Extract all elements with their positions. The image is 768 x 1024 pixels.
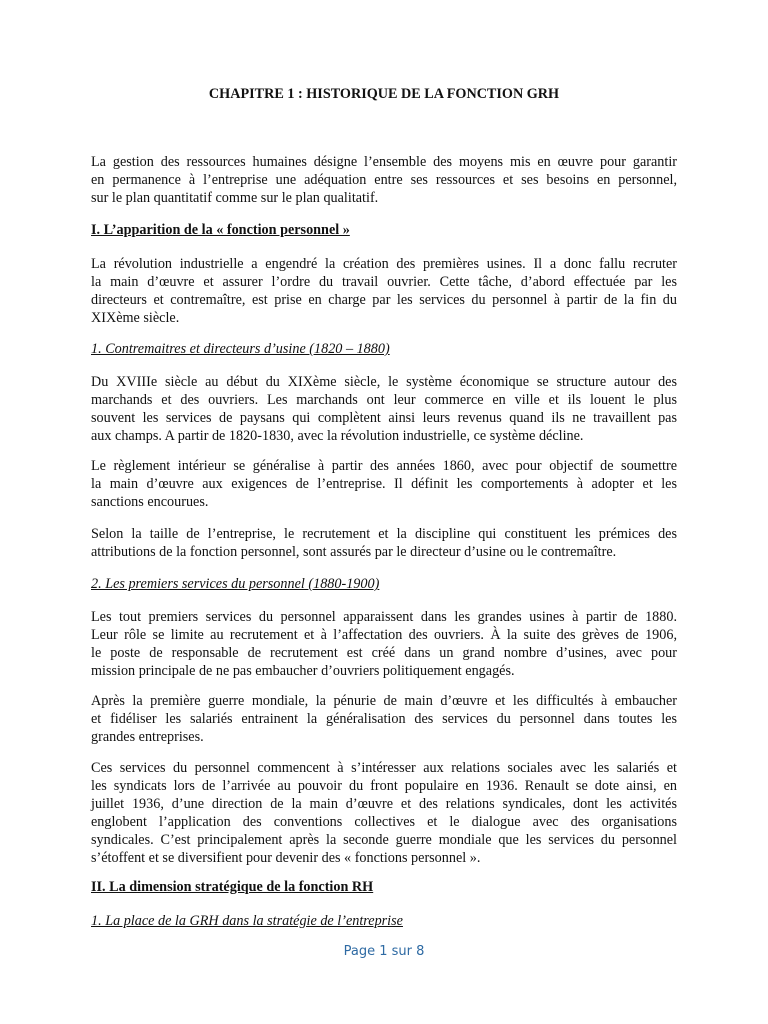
sub2-paragraph-2 xyxy=(91,692,677,746)
text-line: les syndicats lors de l’arrivée au pouvoir du front populaire en 1936. Renault se dote ainsi, en xyxy=(91,778,677,794)
text-line: sur le plan quantitatif comme sur le plan qualitatif. xyxy=(91,190,379,206)
text-line: en permanence à l’entreprise une adéquation entre ses ressources et ses besoins en personnel, xyxy=(91,172,677,188)
text-line: Le règlement intérieur se généralise à partir des années 1860, avec pour objectif de soumettre xyxy=(91,458,677,474)
text-line: directeurs et contremaître, est prise en charge par les services du personnel à partir de la fin du xyxy=(91,292,677,308)
section-heading-1: I. L’apparition de la « fonction personnel » xyxy=(91,222,350,238)
intro-paragraph xyxy=(91,153,677,207)
text-line: le poste de responsable de recrutement est créé dans un grand nombre d’usines, avec pour xyxy=(91,645,677,661)
text-line: Du XVIIIe siècle au début du XIXème siècle, le système économique se structure autour des xyxy=(91,374,677,390)
section-heading-2: II. La dimension stratégique de la fonction RH xyxy=(91,879,374,895)
text-line: la main d’œuvre et assurer l’ordre du travail ouvrier. Cette tâche, d’abord effectuée par les xyxy=(91,274,677,290)
text-line: syndicales. C’est principalement après la seconde guerre mondiale que les services du personnel xyxy=(91,832,677,848)
text-line: Ces services du personnel commencent à s’intéresser aux relations sociales avec les salariés et xyxy=(91,760,677,776)
sub2-paragraph-3 xyxy=(91,759,677,867)
text-line: marchands et des ouvriers. Les marchands ont leur commerce en ville et ils louent le plus xyxy=(91,392,677,408)
page-number-footer: Page 1 sur 8 xyxy=(343,944,425,959)
sub1-paragraph-2 xyxy=(91,457,677,511)
subsection-heading-1: 1. Contremaitres et directeurs d’usine (1820 – 1880) xyxy=(91,341,390,357)
text-line: englobent l’application des conventions collectives et le dialogue avec des organisations xyxy=(91,814,677,830)
text-line: attributions de la fonction personnel, sont assurés par le directeur d’usine ou le contremaître. xyxy=(91,544,617,560)
chapter-title: CHAPITRE 1 : HISTORIQUE DE LA FONCTION GRH xyxy=(208,86,560,102)
text-line: aux champs. A partir de 1820-1830, avec la révolution industrielle, ce système décline. xyxy=(91,428,584,444)
subsection-heading-3: 1. La place de la GRH dans la stratégie de l’entreprise xyxy=(91,913,403,929)
text-line: Les tout premiers services du personnel apparaissent dans les grandes usines à partir de 1880. xyxy=(91,609,677,625)
text-line: Leur rôle se limite au recrutement et à l’affectation des ouvriers. À la suite des grèves de 1906, xyxy=(91,627,677,643)
text-line: la main d’œuvre aux exigences de l’entreprise. Il définit les comportements à adopter et les xyxy=(91,476,677,492)
text-line: sanctions encourues. xyxy=(91,494,209,510)
sub1-paragraph-1 xyxy=(91,373,677,445)
text-line: XIXème siècle. xyxy=(91,310,180,326)
sub2-paragraph-1 xyxy=(91,608,677,680)
text-line: Selon la taille de l’entreprise, le recrutement et la discipline qui constituent les prémices des xyxy=(91,526,677,542)
text-line: La révolution industrielle a engendré la création des premières usines. Il a donc fallu recruter xyxy=(91,256,677,272)
sub1-paragraph-3 xyxy=(91,525,677,561)
text-line: juillet 1936, d’une direction de la main d’œuvre et des relations syndicales, dont les activités xyxy=(91,796,677,812)
text-line: et fidéliser les salariés entrainent la généralisation des services du personnel dans toutes les xyxy=(91,711,677,727)
text-line: La gestion des ressources humaines désigne l’ensemble des moyens mis en œuvre pour garantir xyxy=(91,154,677,170)
text-line: souvent les services de paysans qui complètent ainsi leurs revenus quand ils ne travaillent pas xyxy=(91,410,677,426)
section1-paragraph xyxy=(91,255,677,327)
subsection-heading-2: 2. Les premiers services du personnel (1880-1900) xyxy=(91,576,380,592)
text-line: grandes entreprises. xyxy=(91,729,204,745)
text-line: mission principale de ne pas embaucher d’ouvriers politiquement engagés. xyxy=(91,663,515,679)
text-line: s’étoffent et se diversifient pour devenir des « fonctions personnel ». xyxy=(91,850,481,866)
text-line: Après la première guerre mondiale, la pénurie de main d’œuvre et les difficultés à embaucher xyxy=(91,693,677,709)
